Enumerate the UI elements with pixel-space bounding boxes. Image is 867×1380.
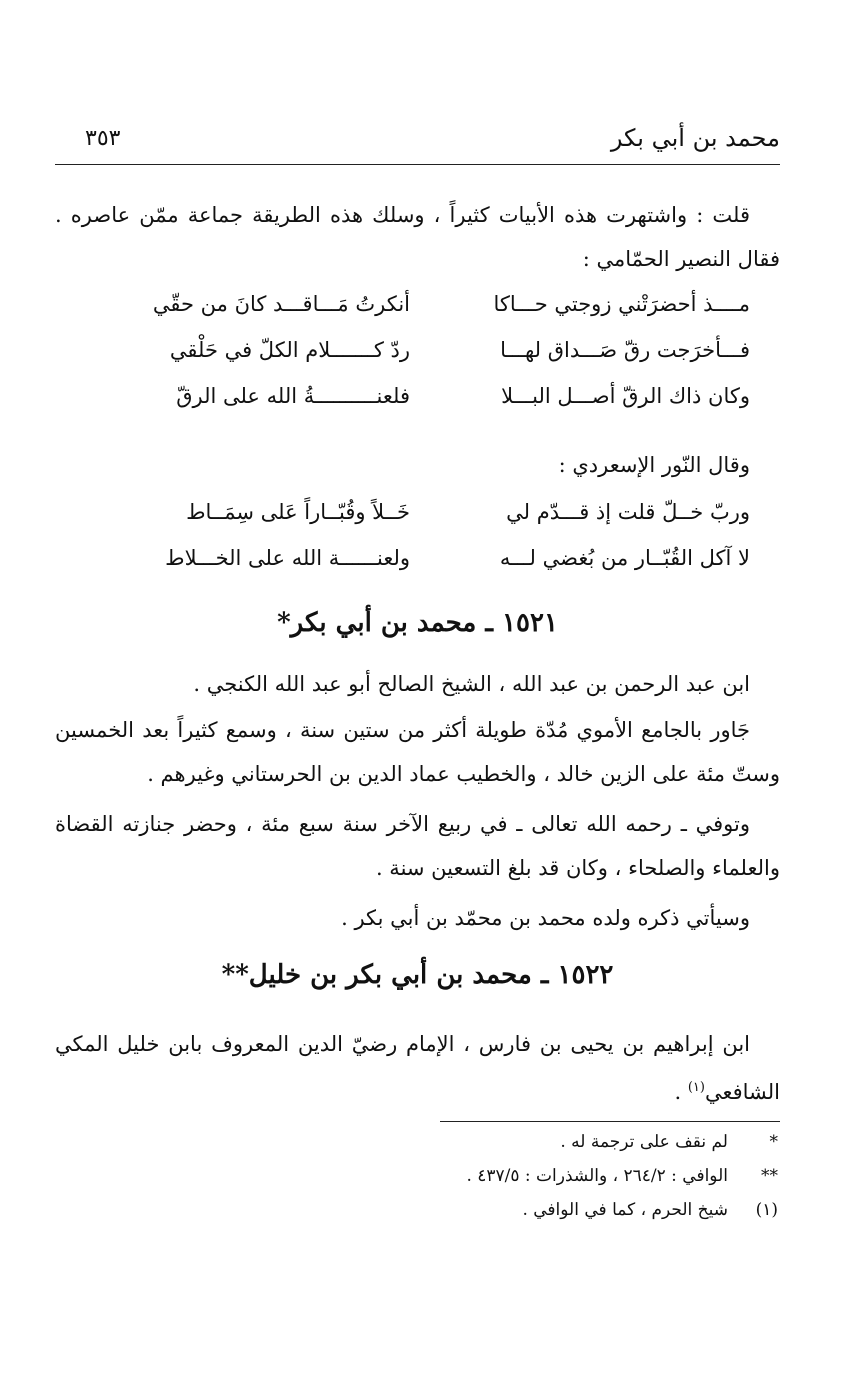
verse-second-hemistich: ردّ كـــــــلام الكلّ في حَلْقي [169, 338, 410, 362]
verse-first-hemistich: مــــذ أحضرَتْني زوجتي حـــاكا [493, 292, 750, 316]
entry-1521-note: وسيأتي ذكره ولده محمد بن محمّد بن أبي بكر . [341, 906, 750, 930]
verse-first-hemistich: فـــأخرَجت رقّ صَـــداق لهـــا [500, 338, 750, 362]
entry-1521-lineage: ابن عبد الرحمن بن عبد الله ، الشيخ الصالح أبو عبد الله الكنجي . [193, 672, 750, 696]
poem2-intro: وقال النّور الإسعردي : [558, 453, 750, 477]
footnote-text: لم نقف على ترجمة له . [560, 1132, 728, 1152]
footnote-reference[interactable]: (١) [687, 1080, 705, 1095]
entry-1521-death: وتوفي ـ رحمه الله تعالى ـ في ربيع الآخر سنة سبع مئة ، وحضر جنازته القضاة والعلماء والصلحاء ، وكان قد بلغ التسعين سنة . [55, 812, 780, 880]
intro-paragraph: قلت : واشتهرت هذه الأبيات كثيراً ، وسلك هذه الطريقة جماعة ممّن عاصره . فقال النصير الحمّامي : [55, 203, 780, 271]
poem1-verse [90, 384, 750, 428]
poem1-verse [90, 338, 750, 382]
entry-1521-title: ١٥٢١ ـ محمد بن أبي بكر* [277, 608, 558, 638]
running-title: محمد بن أبي بكر [610, 124, 780, 152]
poem1-verse [90, 292, 750, 336]
entry-1522-text: ابن إبراهيم بن يحيى بن فارس ، الإمام رضيّ الدين المعروف بابن خليل المكي الشافعي [55, 1032, 780, 1104]
footnote-separator [440, 1121, 780, 1122]
verse-first-hemistich: وكان ذاك الرقّ أصـــل البـــلا [501, 384, 750, 408]
entry-1521-biography: جَاور بالجامع الأموي مُدّة طويلة أكثر من ستين سنة ، وسمع كثيراً بعد الخمسين وستّ مئة على الزين خالد ، والخطيب عماد الدين بن الحرستاني وغيرهم . [55, 718, 780, 786]
verse-second-hemistich: أنكرتُ مَـــاقـــد كانَ من حقّي [152, 292, 410, 316]
entry-1522-lineage [55, 1022, 780, 1114]
sentence-end: . [674, 1080, 688, 1104]
entry-1522-title: ١٥٢٢ ـ محمد بن أبي بكر بن خليل** [221, 960, 614, 990]
verse-first-hemistich: وربّ خــلّ قلت إذ قـــدّم لي [506, 500, 750, 524]
verse-second-hemistich: فلعنــــــــــةُ الله على الرقّ [176, 384, 410, 408]
footnote-text: شيخ الحرم ، كما في الوافي . [522, 1200, 728, 1220]
footnote-mark: ** [761, 1166, 778, 1186]
footnote [55, 1200, 780, 1230]
verse-first-hemistich: لا آكل القُبّــار من بُغضي لـــه [499, 546, 750, 570]
poem2-verse [90, 546, 750, 590]
footnote [55, 1132, 780, 1162]
verse-second-hemistich: ولعنــــــة الله على الخـــلاط [165, 546, 410, 570]
poem2-verse [90, 500, 750, 544]
page-number: ٣٥٣ [85, 126, 121, 151]
footnote-mark: (١) [755, 1200, 778, 1220]
verse-second-hemistich: خَــلاً وقُبّــاراً عَلى سِمَــاط [186, 500, 410, 524]
footnote [55, 1166, 780, 1196]
footnote-text: الوافي : ٢٦٤/٢ ، والشذرات : ٤٣٧/٥ . [466, 1166, 728, 1186]
footnote-mark: * [769, 1132, 778, 1152]
page-header [55, 120, 780, 165]
